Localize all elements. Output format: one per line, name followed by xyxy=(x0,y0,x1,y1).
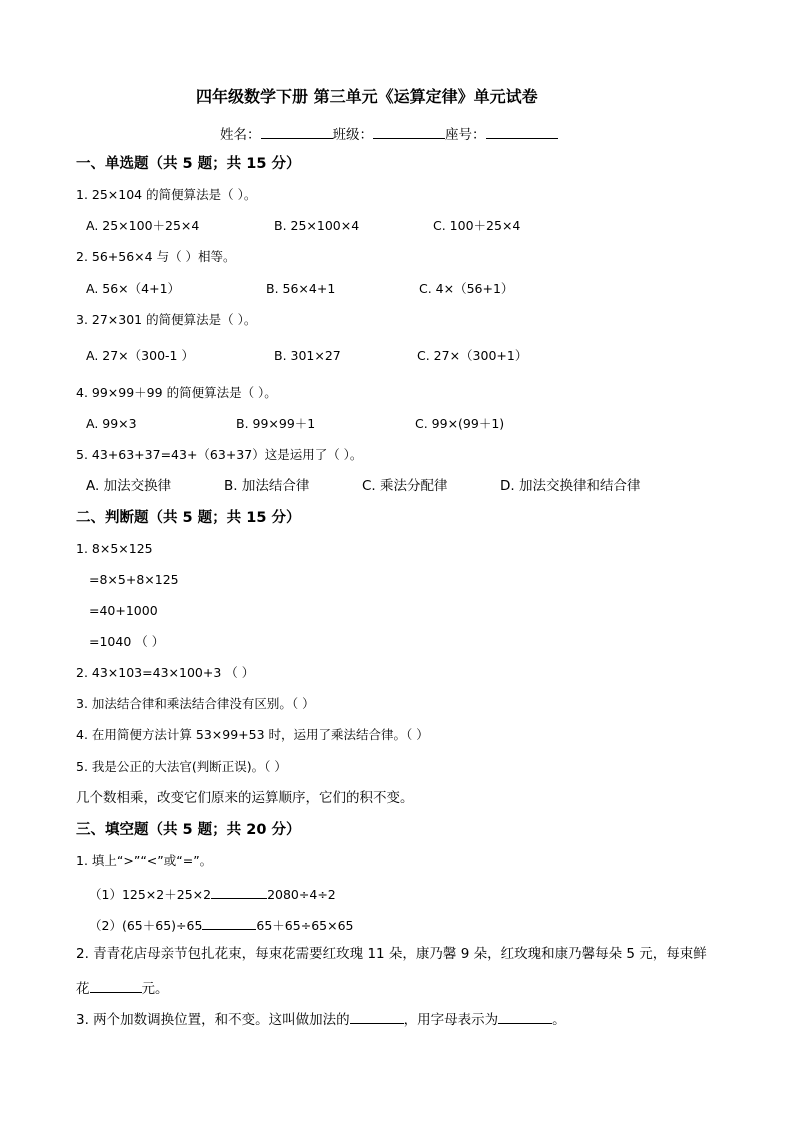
option-a[interactable]: A. 25×100＋25×4 xyxy=(86,218,200,233)
class-label: 班级： xyxy=(332,127,373,143)
question-stem: 3. 27×301 的简便算法是（ ）。 xyxy=(76,312,257,327)
compare-left: （1）125×2＋25×2 xyxy=(89,887,212,902)
judge-line: 3. 加法结合律和乘法结合律没有区别。（ ） xyxy=(76,696,315,711)
option-b[interactable]: B. 加法结合律 xyxy=(224,478,310,494)
option-b[interactable]: B. 56×4+1 xyxy=(266,281,336,296)
section-heading: 二、判断题（共 5 题；共 15 分） xyxy=(76,510,301,526)
question-stem: 5. 43+63+37=43+（63+37）这是运用了（ ）。 xyxy=(76,447,363,462)
option-b[interactable]: B. 25×100×4 xyxy=(274,218,360,233)
student-info-row xyxy=(220,126,558,143)
question-stem: 1. 填上“>”“<”或“=”。 xyxy=(76,853,213,868)
answer-blank[interactable] xyxy=(211,886,267,899)
option-c[interactable]: C. 27×（300+1） xyxy=(417,348,528,363)
compare-right: 65＋65÷65×65 xyxy=(256,918,354,933)
judge-line: 5. 我是公正的大法官(判断正误)。（ ） xyxy=(76,759,287,774)
page-title: 四年级数学下册 第三单元《运算定律》单元试卷 xyxy=(196,87,538,106)
text-prefix: 3. 两个加数调换位置，和不变。这叫做加法的 xyxy=(76,1012,350,1028)
judge-line: =40+1000 xyxy=(89,603,158,618)
text-suffix: 元。 xyxy=(141,981,169,997)
question-stem: 1. 25×104 的简便算法是（ ）。 xyxy=(76,187,257,202)
option-a[interactable]: A. 27×（300-1 ） xyxy=(86,348,194,363)
judge-line: 1. 8×5×125 xyxy=(76,541,153,556)
option-c[interactable]: C. 4×（56+1） xyxy=(419,281,514,296)
question-stem: 4. 99×99＋99 的简便算法是（ ）。 xyxy=(76,385,277,400)
text-suffix: 。 xyxy=(552,1012,566,1028)
answer-blank[interactable] xyxy=(498,1011,552,1024)
compare-row-2 xyxy=(89,917,353,933)
text-prefix: 花 xyxy=(76,981,90,997)
answer-blank[interactable] xyxy=(202,917,256,930)
option-b[interactable]: B. 99×99＋1 xyxy=(236,416,316,431)
judge-line: 4. 在用简便方法计算 53×99+53 时，运用了乘法结合律。（ ） xyxy=(76,727,429,742)
seat-blank[interactable] xyxy=(486,126,558,139)
name-blank[interactable] xyxy=(261,126,333,139)
judge-line: =1040 （ ） xyxy=(89,634,165,649)
name-label: 姓名： xyxy=(220,127,261,143)
judge-line: 2. 43×103=43×100+3 （ ） xyxy=(76,665,255,680)
answer-blank[interactable] xyxy=(90,980,142,993)
judge-line: =8×5+8×125 xyxy=(89,572,179,587)
question-stem: 2. 56+56×4 与（ ）相等。 xyxy=(76,249,236,264)
option-c[interactable]: C. 99×(99＋1) xyxy=(415,416,505,431)
class-blank[interactable] xyxy=(373,126,445,139)
option-b[interactable]: B. 301×27 xyxy=(274,348,341,363)
seat-label: 座号： xyxy=(445,127,486,143)
section-heading: 三、填空题（共 5 题；共 20 分） xyxy=(76,822,301,838)
option-d[interactable]: D. 加法交换律和结合律 xyxy=(500,478,641,494)
question-stem: 2. 青青花店母亲节包扎花束，每束花需要红玫瑰 11 朵，康乃馨 9 朵，红玫瑰和康乃馨每朵 5 元，每束鲜 xyxy=(76,946,707,962)
option-a[interactable]: A. 99×3 xyxy=(86,416,137,431)
compare-left: （2）(65＋65)÷65 xyxy=(89,918,203,933)
answer-blank[interactable] xyxy=(350,1011,404,1024)
option-c[interactable]: C. 乘法分配律 xyxy=(362,478,448,494)
compare-right: 2080÷4÷2 xyxy=(267,887,336,902)
text-middle: ，用字母表示为 xyxy=(403,1012,499,1028)
compare-row-1 xyxy=(89,886,336,902)
question-stem-continued xyxy=(76,980,169,997)
option-a[interactable]: A. 56×（4+1） xyxy=(86,281,181,296)
option-c[interactable]: C. 100＋25×4 xyxy=(433,218,521,233)
option-a[interactable]: A. 加法交换律 xyxy=(86,478,172,494)
section-heading: 一、单选题（共 5 题；共 15 分） xyxy=(76,156,301,172)
question-stem xyxy=(76,1011,566,1028)
judge-line: 几个数相乘，改变它们原来的运算顺序，它们的积不变。 xyxy=(76,790,414,806)
